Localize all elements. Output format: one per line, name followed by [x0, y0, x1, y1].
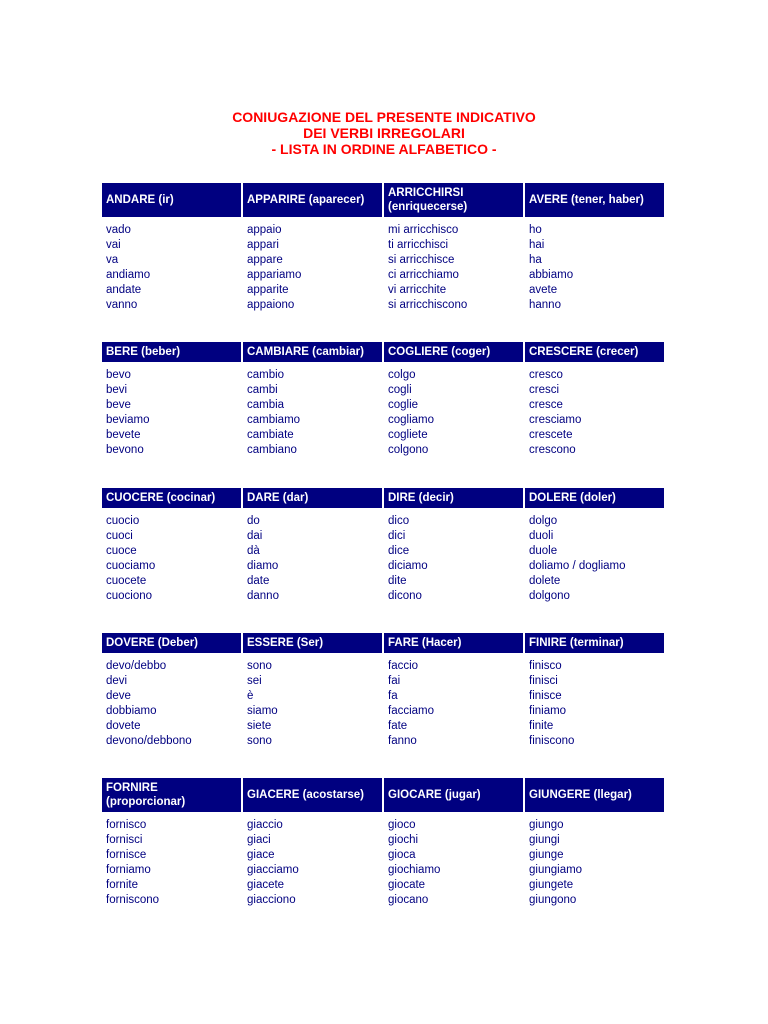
verb-form: cogliete: [388, 429, 428, 441]
verb-header: AVERE (tener, haber): [525, 183, 664, 217]
verb-group: [102, 183, 666, 313]
verb-form: finiamo: [529, 705, 567, 717]
verb-form: fa: [388, 690, 398, 702]
verb-header: DIRE (decir): [384, 488, 523, 508]
verb-form: giungiamo: [529, 864, 583, 876]
verb-form: vanno: [106, 299, 138, 311]
verb-form: faccio: [388, 660, 419, 672]
verb-form: dovete: [106, 720, 141, 732]
verb-header-row: [102, 183, 666, 217]
verb-form: cambi: [247, 384, 278, 396]
verb-form: giungono: [529, 894, 577, 906]
verb-form: giunge: [529, 849, 564, 861]
verb-form: do: [247, 515, 260, 527]
verb-form: crescete: [529, 429, 573, 441]
verb-form: finisce: [529, 690, 562, 702]
verb-forms-column: [243, 368, 382, 458]
verb-form: fate: [388, 720, 408, 732]
verb-form: deve: [106, 690, 131, 702]
verb-form: bevo: [106, 369, 131, 381]
verb-forms-row: [102, 514, 666, 604]
verb-group: [102, 633, 666, 749]
verb-form: appariamo: [247, 269, 302, 281]
verb-forms-column: [384, 223, 523, 313]
verb-form: dicono: [388, 590, 422, 602]
page-title: [0, 109, 768, 157]
verb-forms-row: [102, 818, 666, 908]
verb-form: cuoci: [106, 530, 133, 542]
verb-form: mi arricchisco: [388, 224, 459, 236]
verb-form: giacciono: [247, 894, 296, 906]
verb-forms-column: [525, 818, 664, 908]
verb-header: GIOCARE (jugar): [384, 778, 523, 812]
verb-form: hanno: [529, 299, 561, 311]
verb-form: cambiamo: [247, 414, 301, 426]
verb-form: dolgo: [529, 515, 558, 527]
verb-form: hai: [529, 239, 545, 251]
verb-form: giocate: [388, 879, 426, 891]
verb-form: giace: [247, 849, 275, 861]
verb-forms-column: [384, 368, 523, 458]
verb-forms-column: [102, 514, 241, 604]
verb-form: fornisci: [106, 834, 143, 846]
verb-header: BERE (beber): [102, 342, 241, 362]
verb-form: vado: [106, 224, 131, 236]
verb-header-row: [102, 342, 666, 362]
verb-header: FARE (Hacer): [384, 633, 523, 653]
verb-forms-column: [243, 223, 382, 313]
verb-form: dite: [388, 575, 407, 587]
verb-form: bevete: [106, 429, 141, 441]
verb-form: andate: [106, 284, 142, 296]
verb-form: gioco: [388, 819, 416, 831]
verb-form: dice: [388, 545, 410, 557]
verb-header: ANDARE (ir): [102, 183, 241, 217]
verb-header: DOLERE (doler): [525, 488, 664, 508]
verb-form: apparite: [247, 284, 289, 296]
verb-form: sei: [247, 675, 262, 687]
verb-form: finisco: [529, 660, 562, 672]
verb-header: COGLIERE (coger): [384, 342, 523, 362]
verb-forms-column: [102, 818, 241, 908]
verb-form: dà: [247, 545, 260, 557]
verb-form: dai: [247, 530, 263, 542]
verb-form: devi: [106, 675, 128, 687]
verb-form: beve: [106, 399, 131, 411]
verb-form: va: [106, 254, 119, 266]
verb-form: giochiamo: [388, 864, 441, 876]
verb-form: ho: [529, 224, 542, 236]
verb-form: appare: [247, 254, 283, 266]
verb-header: GIUNGERE (llegar): [525, 778, 664, 812]
verb-form: finisci: [529, 675, 558, 687]
verb-form: fornisco: [106, 819, 147, 831]
verb-forms-column: [525, 368, 664, 458]
verb-form: ha: [529, 254, 542, 266]
verb-form: danno: [247, 590, 279, 602]
verb-forms-column: [384, 659, 523, 749]
verb-form: fai: [388, 675, 401, 687]
verb-form: dobbiamo: [106, 705, 157, 717]
verb-form: dolete: [529, 575, 561, 587]
verb-form: fornite: [106, 879, 138, 891]
verb-form: bevi: [106, 384, 128, 396]
verb-form: giungi: [529, 834, 560, 846]
verb-form: si arricchiscono: [388, 299, 468, 311]
verb-form: si arricchisce: [388, 254, 455, 266]
verb-form: giungete: [529, 879, 574, 891]
verb-forms-column: [525, 514, 664, 604]
verb-form: cogli: [388, 384, 412, 396]
verb-form: vi arricchite: [388, 284, 447, 296]
verb-forms-column: [102, 223, 241, 313]
verb-form: giacciamo: [247, 864, 299, 876]
verb-form: cambia: [247, 399, 285, 411]
verb-form: appaiono: [247, 299, 295, 311]
verb-form: cuocete: [106, 575, 147, 587]
verb-forms-row: [102, 223, 666, 313]
verb-form: diamo: [247, 560, 279, 572]
verb-forms-column: [384, 514, 523, 604]
verb-form: ci arricchiamo: [388, 269, 459, 281]
verb-header-row: [102, 633, 666, 653]
verb-form: giocano: [388, 894, 429, 906]
verb-form: cresciamo: [529, 414, 582, 426]
verb-header-row: [102, 778, 666, 812]
verb-form: vai: [106, 239, 121, 251]
verb-form: colgono: [388, 444, 429, 456]
verb-forms-column: [525, 659, 664, 749]
verb-header: ARRICCHIRSI (enriquecerse): [384, 183, 523, 217]
verb-form: fanno: [388, 735, 417, 747]
verb-form: dolgono: [529, 590, 570, 602]
verb-form: cambiano: [247, 444, 297, 456]
verb-form: crescono: [529, 444, 576, 456]
verb-form: finite: [529, 720, 554, 732]
verb-form: gioca: [388, 849, 416, 861]
verb-form: cuociamo: [106, 560, 156, 572]
verb-form: cuoce: [106, 545, 137, 557]
verb-header: CAMBIARE (cambiar): [243, 342, 382, 362]
verb-form: colgo: [388, 369, 416, 381]
verb-form: giungo: [529, 819, 564, 831]
verb-form: appari: [247, 239, 279, 251]
verb-header: GIACERE (acostarse): [243, 778, 382, 812]
verb-form: doliamo / dogliamo: [529, 560, 626, 572]
verb-form: ti arricchisci: [388, 239, 449, 251]
verb-group: [102, 778, 666, 908]
verb-form: duole: [529, 545, 558, 557]
verb-form: siamo: [247, 705, 278, 717]
verb-form: è: [247, 690, 254, 702]
verb-forms-column: [243, 818, 382, 908]
verb-header-row: [102, 488, 666, 508]
verb-form: date: [247, 575, 270, 587]
verb-form: cuocio: [106, 515, 140, 527]
verb-form: forniscono: [106, 894, 160, 906]
verb-form: diciamo: [388, 560, 428, 572]
verb-form: avete: [529, 284, 558, 296]
verb-form: abbiamo: [529, 269, 574, 281]
verb-form: cambio: [247, 369, 285, 381]
verb-header: ESSERE (Ser): [243, 633, 382, 653]
verb-form: giacete: [247, 879, 285, 891]
verb-form: giaci: [247, 834, 271, 846]
verb-forms-column: [384, 818, 523, 908]
title-line-3: - LISTA IN ORDINE ALFABETICO -: [271, 141, 497, 157]
verb-form: sono: [247, 660, 272, 672]
verb-forms-column: [243, 659, 382, 749]
verb-forms-row: [102, 659, 666, 749]
verb-forms-column: [243, 514, 382, 604]
verb-form: cuociono: [106, 590, 153, 602]
verb-header: APPARIRE (aparecer): [243, 183, 382, 217]
verb-form: cresci: [529, 384, 560, 396]
verb-form: finiscono: [529, 735, 575, 747]
verb-form: beviamo: [106, 414, 150, 426]
verb-form: appaio: [247, 224, 282, 236]
verb-header: CUOCERE (cocinar): [102, 488, 241, 508]
verb-header: DOVERE (Deber): [102, 633, 241, 653]
verb-form: facciamo: [388, 705, 435, 717]
verb-forms-column: [102, 368, 241, 458]
verb-form: andiamo: [106, 269, 151, 281]
verb-form: devono/debbono: [106, 735, 192, 747]
verb-header: DARE (dar): [243, 488, 382, 508]
verb-form: dico: [388, 515, 410, 527]
verb-forms-row: [102, 368, 666, 458]
verb-form: cresco: [529, 369, 563, 381]
verb-form: cogliamo: [388, 414, 435, 426]
verb-form: giaccio: [247, 819, 283, 831]
title-line-1: CONIUGAZIONE DEL PRESENTE INDICATIVO: [232, 109, 536, 125]
verb-group: [102, 342, 666, 458]
verb-form: forniamo: [106, 864, 151, 876]
verb-form: fornisce: [106, 849, 147, 861]
verb-form: siete: [247, 720, 272, 732]
verb-header: FINIRE (terminar): [525, 633, 664, 653]
verb-form: dici: [388, 530, 406, 542]
verb-forms-column: [102, 659, 241, 749]
verb-header: CRESCERE (crecer): [525, 342, 664, 362]
verb-header: FORNIRE (proporcionar): [102, 778, 241, 812]
verb-form: cresce: [529, 399, 563, 411]
verb-group: [102, 488, 666, 604]
verb-form: cambiate: [247, 429, 294, 441]
verb-form: devo/debbo: [106, 660, 167, 672]
verb-form: duoli: [529, 530, 554, 542]
title-line-2: DEI VERBI IRREGOLARI: [303, 125, 465, 141]
verb-form: coglie: [388, 399, 419, 411]
verb-forms-column: [525, 223, 664, 313]
verb-form: bevono: [106, 444, 144, 456]
verb-form: giochi: [388, 834, 419, 846]
verb-form: sono: [247, 735, 272, 747]
